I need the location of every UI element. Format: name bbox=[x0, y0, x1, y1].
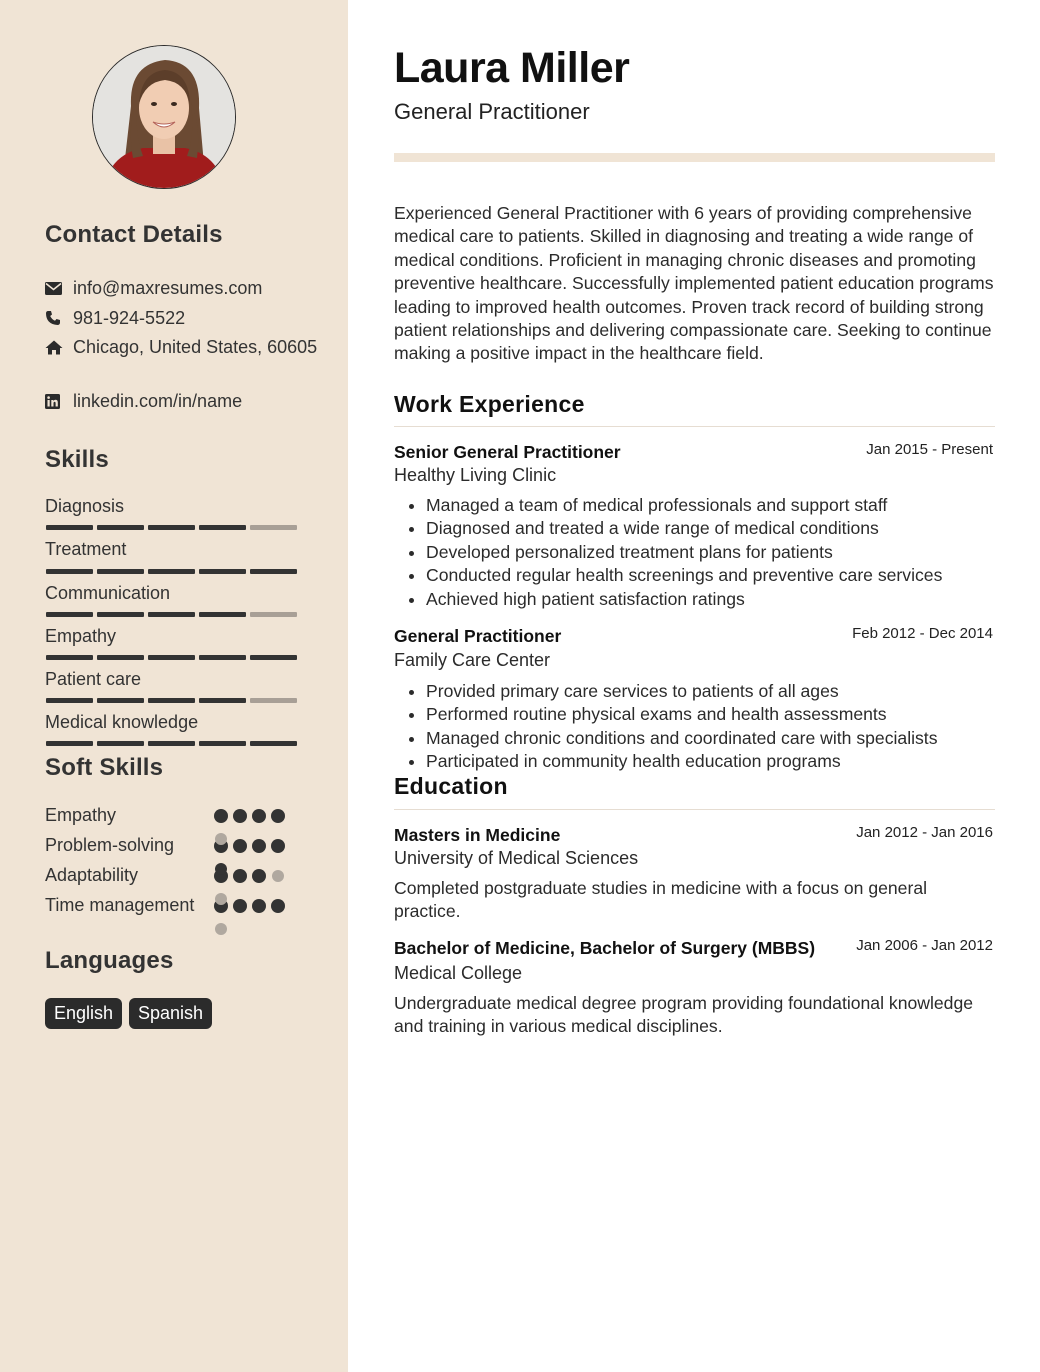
summary-text: Experienced General Practitioner with 6 years of providing comprehensive medical care to patients. Skilled in diagnosing and treating a wide range of medical conditions. Proficient in managing chronic diseases and promoting preventive healthcare. Successfully implemented patient education programs leading to improved health outcomes. Proven track record of building strong patient relationships and delivering compassionate care. Seeking to continue making a positive impact in the healthcare field. bbox=[394, 203, 994, 364]
linkedin-icon bbox=[45, 389, 73, 413]
rating-dot-empty bbox=[272, 870, 284, 882]
skill-segment-filled bbox=[148, 612, 195, 617]
soft-skills-heading: Soft Skills bbox=[45, 754, 164, 781]
contact-phone[interactable] bbox=[45, 306, 325, 330]
skill-segment-filled bbox=[148, 525, 195, 530]
rating-dot-filled bbox=[252, 839, 266, 853]
skill-label-treatment: Treatment bbox=[45, 539, 127, 559]
rating-dot-filled bbox=[214, 809, 228, 823]
skill-segment-filled bbox=[46, 525, 93, 530]
skill-bar bbox=[46, 698, 297, 703]
language-badge-english: English bbox=[45, 998, 122, 1029]
skill-segment-filled bbox=[97, 655, 144, 660]
list-item: • Managed a team of medical professionals and support staff bbox=[426, 494, 942, 517]
skill-segment-filled bbox=[97, 741, 144, 746]
degree-description: Undergraduate medical degree program providing foundational knowledge and training in various medical disciplines. bbox=[394, 993, 974, 1037]
list-item: • Provided primary care services to patients of all ages bbox=[426, 680, 938, 703]
list-item: • Developed personalized treatment plans for patients bbox=[426, 541, 942, 564]
stray-dot bbox=[215, 923, 227, 935]
contact-address bbox=[45, 335, 325, 359]
skill-bar bbox=[46, 741, 297, 746]
skill-segment-filled bbox=[97, 612, 144, 617]
envelope-icon bbox=[45, 276, 73, 300]
skill-segment-filled bbox=[97, 698, 144, 703]
sidebar bbox=[0, 0, 348, 1372]
language-badge-spanish: Spanish bbox=[129, 998, 212, 1029]
avatar bbox=[92, 45, 236, 189]
skill-label-communication: Communication bbox=[45, 583, 171, 603]
skill-segment-empty bbox=[250, 612, 297, 617]
skills-heading: Skills bbox=[45, 446, 109, 473]
stray-dot bbox=[215, 863, 227, 875]
skill-bar bbox=[46, 525, 297, 530]
degree-description: Completed postgraduate studies in medicine with a focus on general practice. bbox=[394, 878, 928, 922]
job-org: Family Care Center bbox=[394, 650, 551, 670]
rating-dot-filled bbox=[233, 869, 247, 883]
rating-dot-filled bbox=[233, 809, 247, 823]
list-item: • Conducted regular health screenings and preventive care services bbox=[426, 564, 942, 587]
email-text: info@maxresumes.com bbox=[73, 278, 263, 298]
job-org: Healthy Living Clinic bbox=[394, 465, 557, 485]
list-item: • Achieved high patient satisfaction ratings bbox=[426, 588, 942, 611]
skill-segment-filled bbox=[148, 698, 195, 703]
candidate-title: General Practitioner bbox=[394, 99, 590, 124]
skill-segment-filled bbox=[199, 569, 246, 574]
home-icon bbox=[45, 335, 73, 359]
degree-dates: Jan 2006 - Jan 2012 bbox=[856, 937, 993, 954]
soft-skill-label-problem-solving: Problem-solving bbox=[45, 835, 175, 855]
work-heading: Work Experience bbox=[394, 391, 585, 417]
list-item: • Participated in community health education programs bbox=[426, 750, 938, 773]
skill-segment-filled bbox=[148, 569, 195, 574]
skill-segment-filled bbox=[46, 569, 93, 574]
contact-email[interactable] bbox=[45, 276, 325, 300]
phone-icon bbox=[45, 306, 73, 330]
rating-dot-filled bbox=[252, 869, 266, 883]
job-dates: Feb 2012 - Dec 2014 bbox=[852, 625, 993, 642]
skill-segment-filled bbox=[250, 655, 297, 660]
skill-segment-filled bbox=[97, 569, 144, 574]
education-divider bbox=[394, 809, 995, 810]
skill-segment-filled bbox=[46, 655, 93, 660]
skill-label-empathy: Empathy bbox=[45, 626, 117, 646]
rating-dot-filled bbox=[233, 839, 247, 853]
skill-segment-filled bbox=[199, 525, 246, 530]
contact-linkedin[interactable] bbox=[45, 389, 325, 413]
degree-title: Bachelor of Medicine, Bachelor of Surgery (MBBS) bbox=[394, 938, 816, 958]
stray-dot bbox=[215, 893, 227, 905]
skill-segment-filled bbox=[46, 741, 93, 746]
degree-title: Masters in Medicine bbox=[394, 825, 561, 845]
job-title: General Practitioner bbox=[394, 626, 562, 646]
rating-dot-filled bbox=[252, 899, 266, 913]
soft-skill-label-time-management: Time management bbox=[45, 895, 195, 915]
job-bullets bbox=[394, 494, 942, 611]
skill-segment-filled bbox=[250, 741, 297, 746]
skill-segment-filled bbox=[46, 698, 93, 703]
list-item: • Diagnosed and treated a wide range of medical conditions bbox=[426, 517, 942, 540]
job-title: Senior General Practitioner bbox=[394, 442, 621, 462]
degree-school: Medical College bbox=[394, 963, 523, 983]
degree-dates: Jan 2012 - Jan 2016 bbox=[856, 824, 993, 841]
phone-text: 981-924-5522 bbox=[73, 308, 186, 328]
skill-label-medical-knowledge: Medical knowledge bbox=[45, 712, 199, 732]
soft-skill-label-adaptability: Adaptability bbox=[45, 865, 139, 885]
header-divider bbox=[394, 153, 995, 162]
skill-segment-empty bbox=[250, 698, 297, 703]
skill-bar bbox=[46, 612, 297, 617]
rating-dot-filled bbox=[252, 809, 266, 823]
contact-heading: Contact Details bbox=[45, 221, 223, 248]
work-divider bbox=[394, 426, 995, 427]
skill-segment-filled bbox=[199, 698, 246, 703]
soft-skill-label-empathy: Empathy bbox=[45, 805, 117, 825]
rating-dot-filled bbox=[271, 899, 285, 913]
rating-dot-filled bbox=[271, 839, 285, 853]
skill-segment-filled bbox=[97, 525, 144, 530]
skill-segment-empty bbox=[250, 525, 297, 530]
rating-dot-filled bbox=[233, 899, 247, 913]
address-text: Chicago, United States, 60605 bbox=[73, 337, 318, 357]
skill-bar bbox=[46, 655, 297, 660]
soft-skill-dots bbox=[214, 809, 285, 823]
job-dates: Jan 2015 - Present bbox=[866, 441, 993, 458]
stray-dot bbox=[215, 833, 227, 845]
skill-segment-filled bbox=[148, 655, 195, 660]
list-item: • Managed chronic conditions and coordinated care with specialists bbox=[426, 727, 938, 750]
job-bullets bbox=[394, 680, 938, 774]
skill-label-diagnosis: Diagnosis bbox=[45, 496, 125, 516]
skill-label-patient-care: Patient care bbox=[45, 669, 142, 689]
candidate-name: Laura Miller bbox=[394, 44, 630, 92]
skill-segment-filled bbox=[199, 655, 246, 660]
linkedin-text: linkedin.com/in/name bbox=[73, 391, 243, 411]
rating-dot-filled bbox=[271, 809, 285, 823]
degree-school: University of Medical Sciences bbox=[394, 848, 639, 868]
languages-heading: Languages bbox=[45, 947, 174, 974]
list-item: • Performed routine physical exams and health assessments bbox=[426, 703, 938, 726]
skill-segment-filled bbox=[199, 741, 246, 746]
skill-segment-filled bbox=[199, 612, 246, 617]
education-heading: Education bbox=[394, 773, 508, 799]
skill-segment-filled bbox=[250, 569, 297, 574]
skill-bar bbox=[46, 569, 297, 574]
skill-segment-filled bbox=[46, 612, 93, 617]
skill-segment-filled bbox=[148, 741, 195, 746]
